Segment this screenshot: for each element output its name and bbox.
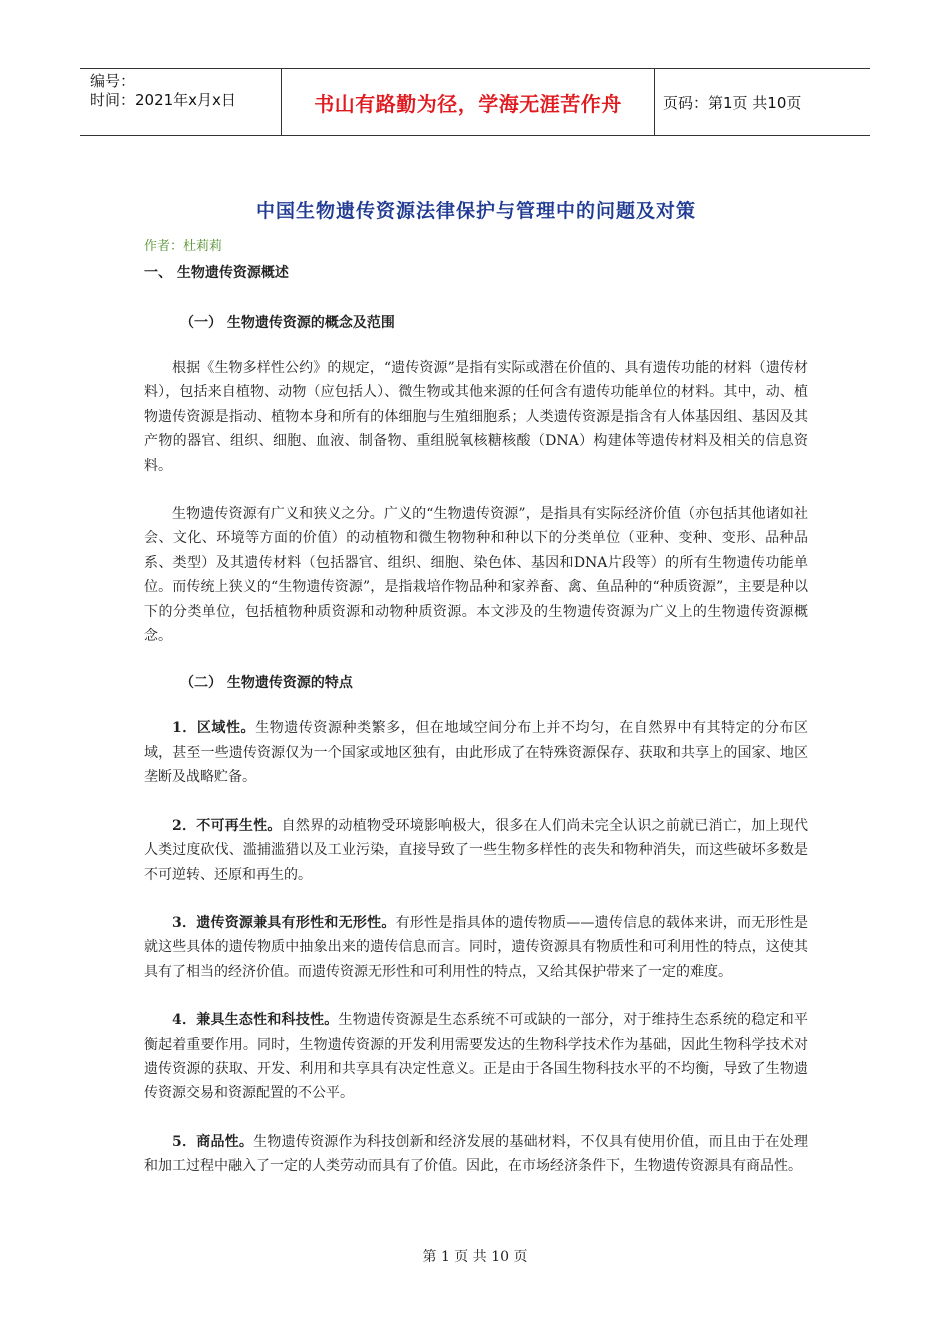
page-footer bbox=[0, 1246, 950, 1266]
feature-text: 生物遗传资源是生态系统不可或缺的一部分，对于维持生态系统的稳定和平衡起着重要作用。同时，生物遗传资源的开发利用需要发达的生物科学技术作为基础，因此生物科学技术对遗传资源的获取、开发、利用和共享具有决定性意义。正是由于各国生物科技水平的不均衡，导致了生物遗传资源交易和资源配置的不公平。 bbox=[144, 1012, 808, 1102]
motto-cell bbox=[281, 69, 655, 135]
time-label: 时间：2021年x月x日 bbox=[90, 91, 236, 109]
author-line: 作者：杜莉莉 bbox=[144, 239, 223, 254]
feature-lead: 1．区域性。 bbox=[172, 720, 256, 737]
section-heading-1: 一、 生物遗传资源概述 bbox=[144, 265, 289, 281]
document-title: 中国生物遗传资源法律保护与管理中的问题及对策 bbox=[255, 200, 696, 222]
paragraph-text: 根据《生物多样性公约》的规定，“遗传资源”是指有实际或潜在价值的、具有遗传功能的材料（遗传材料），包括来自植物、动物（应包括人）、微生物或其他来源的任何含有遗传功能单位的材料。其中，动、植物遗传资源是指动、植物本身和所有的体细胞与生殖细胞系；人类遗传资源是指含有人体基因组、基因及其产物的器官、组织、细胞、血液、制备物、重组脱氧核糖核酸（DNA）构建体等遗传材料及相关的信息资料。 bbox=[144, 360, 808, 474]
feature-lead: 4．兼具生态性和科技性。 bbox=[172, 1012, 339, 1029]
feature-item bbox=[144, 911, 808, 984]
paragraph-text: 生物遗传资源有广义和狭义之分。广义的“生物遗传资源”，是指具有实际经济价值（亦包括其他诸如社会、文化、环境等方面的价值）的动植物和微生物物种和种以下的分类单位（亚种、变种、变形、品种品系、类型）及其遗传材料（包括器官、组织、细胞、染色体、基因和DNA片段等）的所有生物遗传功能单位。而传统上狭义的“生物遗传资源”，是指栽培作物品种和家养畜、禽、鱼品种的“种质资源”，主要是种以下的分类单位，包括植物种质资源和动物种质资源。本文涉及的生物遗传资源为广义上的生物遗传资源概念。 bbox=[144, 506, 808, 645]
footer-page-number: 第 1 页 共 10 页 bbox=[422, 1249, 528, 1265]
document-body bbox=[144, 196, 808, 1203]
subsection-heading-2: （二） 生物遗传资源的特点 bbox=[180, 675, 353, 692]
feature-item bbox=[144, 1008, 808, 1106]
paragraph-scope bbox=[144, 502, 808, 648]
page-number-label: 页码：第1页 共10页 bbox=[663, 93, 802, 112]
feature-item bbox=[144, 1130, 808, 1179]
feature-lead: 2．不可再生性。 bbox=[172, 817, 282, 834]
header-meta-cell bbox=[80, 69, 281, 135]
feature-lead: 5．商品性。 bbox=[172, 1133, 254, 1150]
feature-text: 生物遗传资源作为科技创新和经济发展的基础材料，不仅具有使用价值，而且由于在处理和加工过程中融入了一定的人类劳动而具有了价值。因此，在市场经济条件下，生物遗传资源具有商品性。 bbox=[144, 1133, 808, 1175]
feature-item bbox=[144, 716, 808, 789]
feature-text: 有形性是指具体的遗传物质——遗传信息的载体来讲，而无形性是就这些具体的遗传物质中抽象出来的遗传信息而言。同时，遗传资源具有物质性和可利用性的特点，这使其具有了相当的经济价值。而遗传资源无形性和可利用性的特点，又给其保护带来了一定的难度。 bbox=[144, 914, 808, 980]
motto-text: 书山有路勤为径，学海无涯苦作舟 bbox=[314, 91, 622, 116]
feature-lead: 3．遗传资源兼具有形性和无形性。 bbox=[172, 914, 396, 931]
feature-text: 自然界的动植物受环境影响极大，很多在人们尚未完全认识之前就已消亡，加上现代人类过度砍伐、滥捕滥猎以及工业污染，直接导致了一些生物多样性的丧失和物种消失，而这些破坏多数是不可逆转、还原和再生的。 bbox=[144, 817, 808, 883]
feature-text: 生物遗传资源种类繁多，但在地域空间分布上并不均匀，在自然界中有其特定的分布区域，甚至一些遗传资源仅为一个国家或地区独有，由此形成了在特殊资源保存、获取和共享上的国家、地区垄断及战略贮备。 bbox=[144, 720, 808, 786]
code-label: 编号： bbox=[90, 72, 136, 90]
page-number-cell bbox=[655, 69, 870, 135]
subsection-heading-1: （一） 生物遗传资源的概念及范围 bbox=[180, 315, 395, 331]
paragraph-definition bbox=[144, 356, 808, 478]
header-table bbox=[80, 68, 870, 136]
feature-item bbox=[144, 814, 808, 887]
